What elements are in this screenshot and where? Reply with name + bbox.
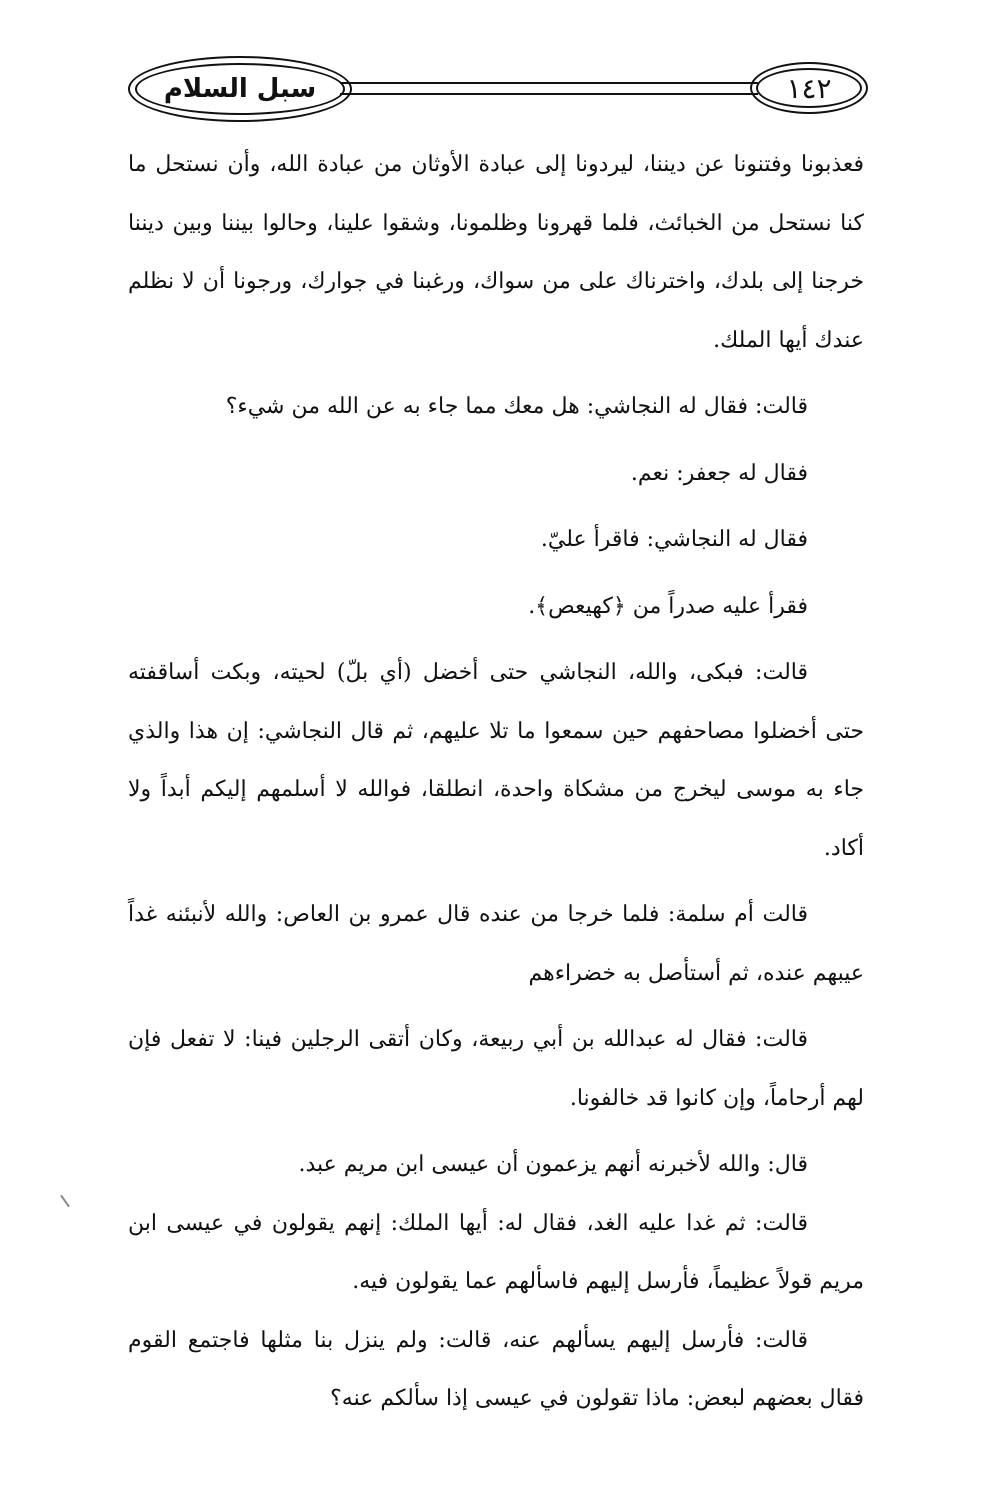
paragraph: قالت: فبكى، والله، النجاشي حتى أخضل (أي بلّ) لحيته، وبكت أساقفته حتى أخضلوا مصاحفهم حين سمعوا ما تلا عليهم، ثم قال النجاشي: إن هذا والذي جاء به موسى ليخرج من مشكاة واحدة، انطلقا، فوالله لا أسلمهم إليكم أبداً ولا أكاد. [128,660,864,861]
page-number: ١٤٢ [786,71,832,105]
paragraph: قالت: فقال له النجاشي: هل معك مما جاء به عن الله من شيء؟ [225,394,808,419]
paragraph: قال: والله لأخبرنه أنهم يزعمون أن عيسى ابن مريم عبد. [298,1152,808,1177]
paragraph: فقال له جعفر: نعم. [630,460,808,486]
header-double-rule [340,82,758,95]
paragraph: فعذبونا وفتنونا عن ديننا، ليردونا إلى عبادة الأوثان من عبادة الله، وأن نستحل ما كنا نستحل من الخبائث، فلما قهرونا وظلمونا، وشقوا علينا، وحالوا بيننا وبين ديننا خرجنا إلى بلدك، واخترناك على من سواك، ورغبنا في جوارك، ورجونا أن لا نظلم عندك أيها الملك. [128,152,864,353]
paragraph: قالت: فأرسل إليهم يسألهم عنه، قالت: ولم ينزل بنا مثلها فاجتمع القوم فقال بعضهم لبعض: ماذا تقولون في عيسى إذا سألكم عنه؟ [128,1327,864,1411]
paragraph: قالت: ثم غدا عليه الغد، فقال له: أيها الملك: إنهم يقولون في عيسى ابن مريم قولاً عظيماً، فأرسل إليهم فاسألهم عما يقولون فيه. [128,1210,864,1294]
page-header [128,52,868,130]
book-title: سبل السلام [163,74,317,104]
scan-artifact [60,1195,70,1208]
paragraph: فقال له النجاشي: فاقرأ عليّ. [540,527,808,552]
paragraph: قالت: فقال له عبدالله بن أبي ربيعة، وكان أتقى الرجلين فينا: لا تفعل فإن لهم أرحاماً، وإن كانوا قد خالفونا. [128,1027,864,1111]
paragraph: قالت أم سلمة: فلما خرجا من عنده قال عمرو بن العاص: والله لأنبئنه غداً عيبهم عنده، ثم أستأصل به خضراءهم [128,902,864,986]
page-number-frame [750,62,868,114]
paragraph: فقرأ عليه صدراً من ﴿كهيعص﴾. [528,593,808,619]
page-body [128,136,864,1429]
book-title-frame [128,56,352,122]
